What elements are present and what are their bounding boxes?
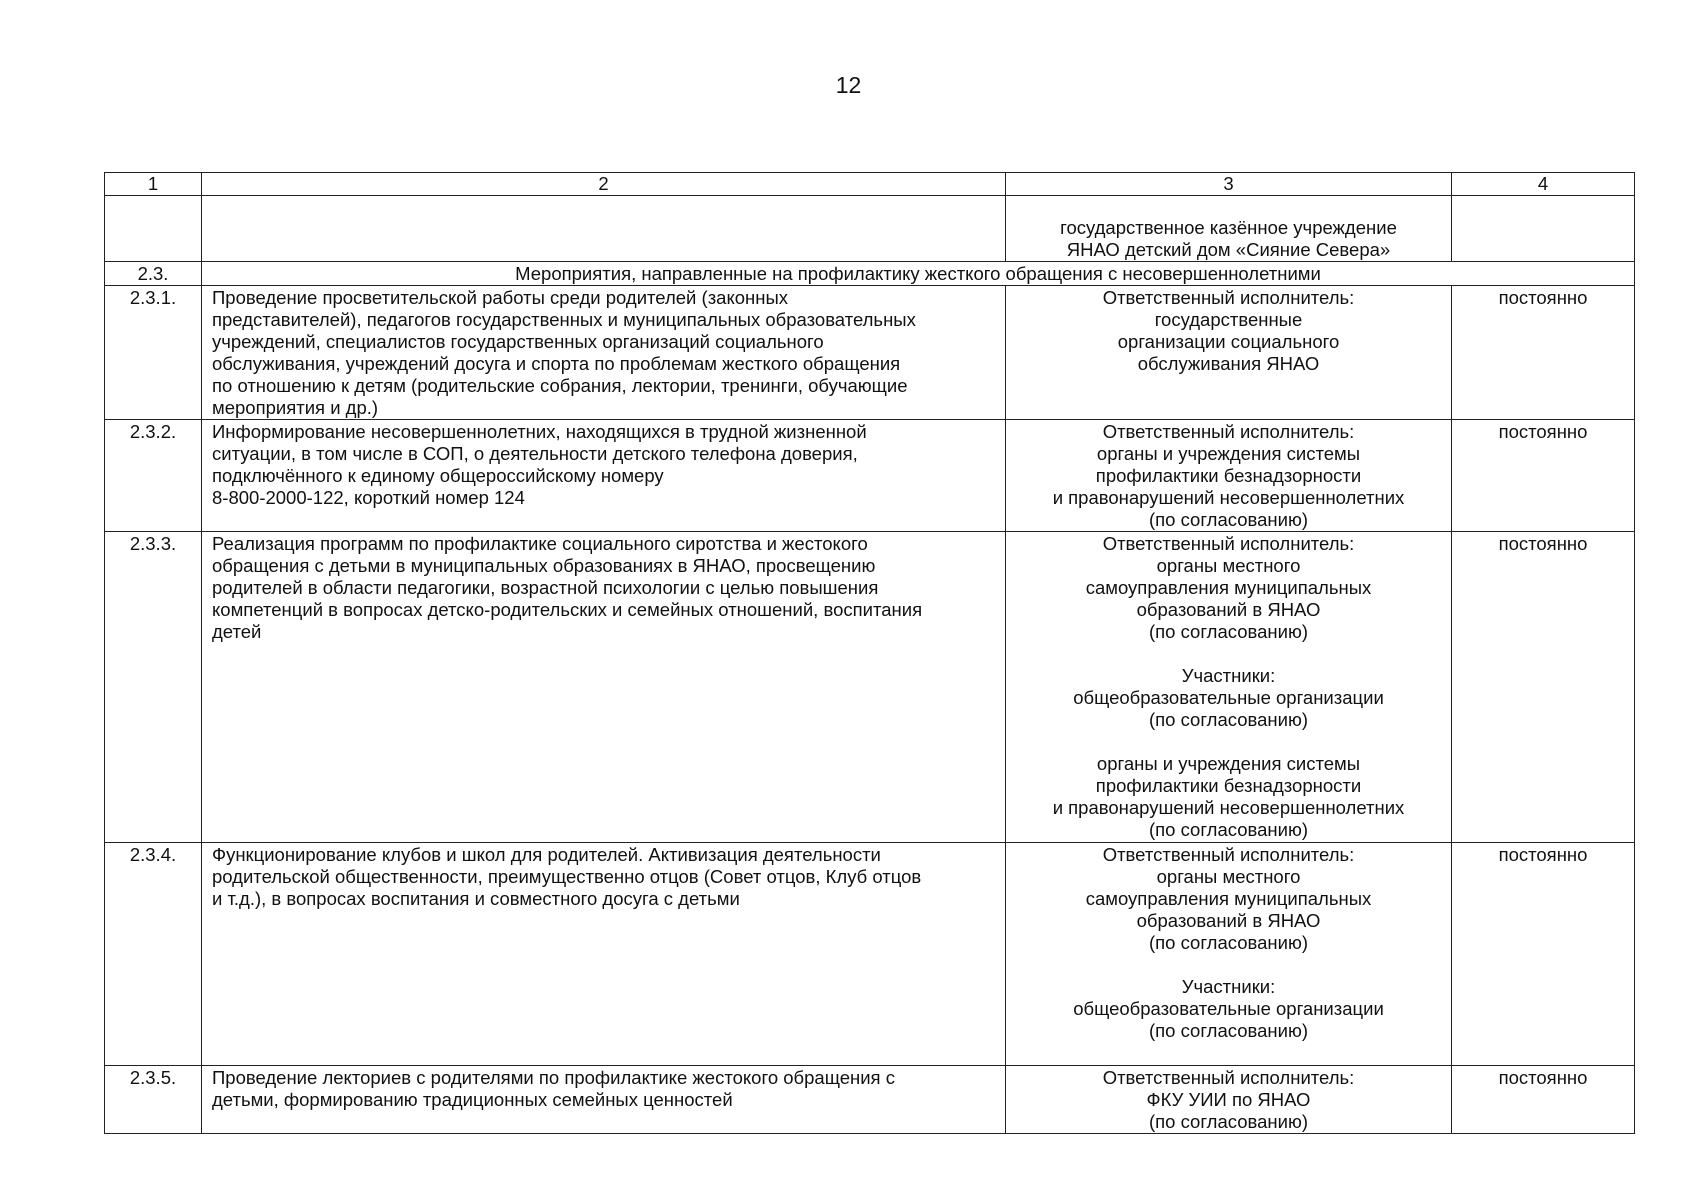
section-row [105, 262, 1635, 286]
table-row [105, 420, 1635, 532]
cell-number: 2.3.2. [105, 420, 202, 532]
cell-executor: Ответственный исполнитель: ФКУ УИИ по ЯНАО (по согласованию) [1006, 1066, 1452, 1134]
section-number: 2.3. [105, 262, 202, 286]
cell-activity [202, 196, 1006, 262]
cell-executor: Ответственный исполнитель: органы местного самоуправления муниципальных образований в ЯНАО (по согласованию) Участники: общеобразовательные организации (по согласованию) органы и учреждения системы профилактики безнадзорности и правонарушений несовершеннолетних (по согласованию) [1006, 532, 1452, 843]
cell-term: постоянно [1452, 532, 1635, 843]
cell-term [1452, 196, 1635, 262]
column-header-3: 3 [1006, 173, 1452, 196]
column-number-header-row [105, 173, 1635, 196]
cell-activity: Проведение просветительской работы среди родителей (законных представителей), педагогов государственных и муниципальных образовательных учреждений, специалистов государственных организаций социального обслуживания, учреждений досуга и спорта по проблемам жесткого обращения по отношению к детям (родительские собрания, лектории, тренинги, обучающие мероприятия и др.) [202, 286, 1006, 420]
action-plan-table [104, 172, 1635, 1134]
cell-activity: Информирование несовершеннолетних, находящихся в трудной жизненной ситуации, в том числе в СОП, о деятельности детского телефона доверия, подключённого к единому общероссийскому номеру 8-800-2000-122, короткий номер 124 [202, 420, 1006, 532]
cell-activity: Проведение лекториев с родителями по профилактике жестокого обращения с детьми, формированию традиционных семейных ценностей [202, 1066, 1006, 1134]
cell-number: 2.3.3. [105, 532, 202, 843]
table-row [105, 532, 1635, 843]
table-row [105, 286, 1635, 420]
column-header-2: 2 [202, 173, 1006, 196]
cell-number: 2.3.1. [105, 286, 202, 420]
continuation-row [105, 196, 1635, 262]
section-title: Мероприятия, направленные на профилактику жесткого обращения с несовершеннолетними [202, 262, 1635, 286]
cell-number: 2.3.4. [105, 843, 202, 1066]
column-header-4: 4 [1452, 173, 1635, 196]
table-row [105, 1066, 1635, 1134]
table-row [105, 843, 1635, 1066]
cell-executor: Ответственный исполнитель: органы местного самоуправления муниципальных образований в ЯНАО (по согласованию) Участники: общеобразовательные организации (по согласованию) [1006, 843, 1452, 1066]
cell-executor: Ответственный исполнитель: государственные организации социального обслуживания ЯНАО [1006, 286, 1452, 420]
cell-activity: Функционирование клубов и школ для родителей. Активизация деятельности родительской общественности, преимущественно отцов (Совет отцов, Клуб отцов и т.д.), в вопросах воспитания и совместного досуга с детьми [202, 843, 1006, 1066]
cell-term: постоянно [1452, 420, 1635, 532]
column-header-1: 1 [105, 173, 202, 196]
cell-number [105, 196, 202, 262]
cell-activity: Реализация программ по профилактике социального сиротства и жестокого обращения с детьми в муниципальных образованиях в ЯНАО, просвещению родителей в области педагогики, возрастной психологии с целью повышения компетенций в вопросах детско-родительских и семейных отношений, воспитания детей [202, 532, 1006, 843]
cell-executor: государственное казённое учреждение ЯНАО детский дом «Сияние Севера» [1006, 196, 1452, 262]
page-number: 12 [835, 72, 862, 98]
cell-term: постоянно [1452, 286, 1635, 420]
cell-executor: Ответственный исполнитель: органы и учреждения системы профилактики безнадзорности и правонарушений несовершеннолетних (по согласованию) [1006, 420, 1452, 532]
cell-number: 2.3.5. [105, 1066, 202, 1134]
cell-term: постоянно [1452, 1066, 1635, 1134]
cell-term: постоянно [1452, 843, 1635, 1066]
